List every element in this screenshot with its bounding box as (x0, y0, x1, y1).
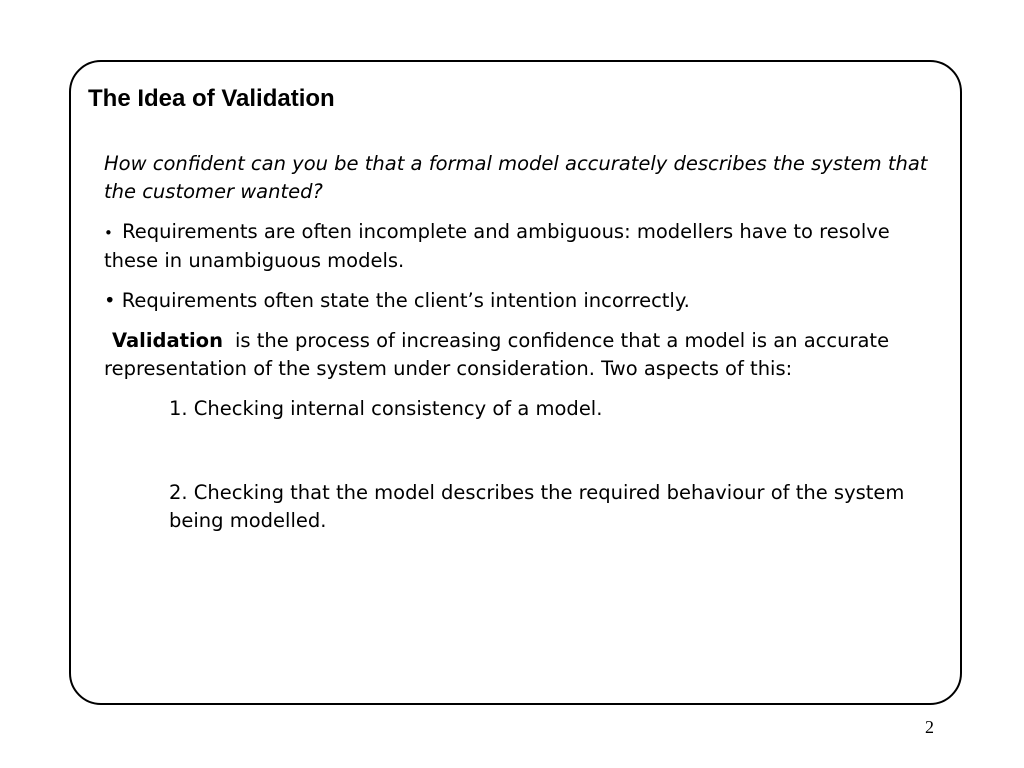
slide-content (104, 150, 929, 535)
definition-text: is the process of increasing confidence that a model is an accurate representation of the system under consideration. Two aspects of this: (104, 329, 890, 380)
question-text: How confident can you be that a formal model accurately describes the system that the customer wanted? (104, 152, 928, 203)
definition-paragraph (104, 327, 929, 383)
definition-term: Validation (112, 329, 223, 352)
bullet-item (104, 287, 929, 315)
bullet-text: Requirements often state the client’s intention incorrectly. (121, 289, 690, 312)
bullet-item (104, 218, 929, 275)
bullet-icon: • (104, 224, 113, 242)
slide-title: The Idea of Validation (88, 85, 335, 112)
bullet-icon: • (104, 289, 116, 312)
bullet-text: Requirements are often incomplete and ambiguous: modellers have to resolve these in unambiguous models. (104, 220, 890, 272)
aspect-item-1: 1. Checking internal consistency of a model. (169, 397, 603, 420)
page-number: 2 (925, 717, 934, 737)
aspect-item-2: 2. Checking that the model describes the required behaviour of the system being modelled. (169, 481, 905, 532)
